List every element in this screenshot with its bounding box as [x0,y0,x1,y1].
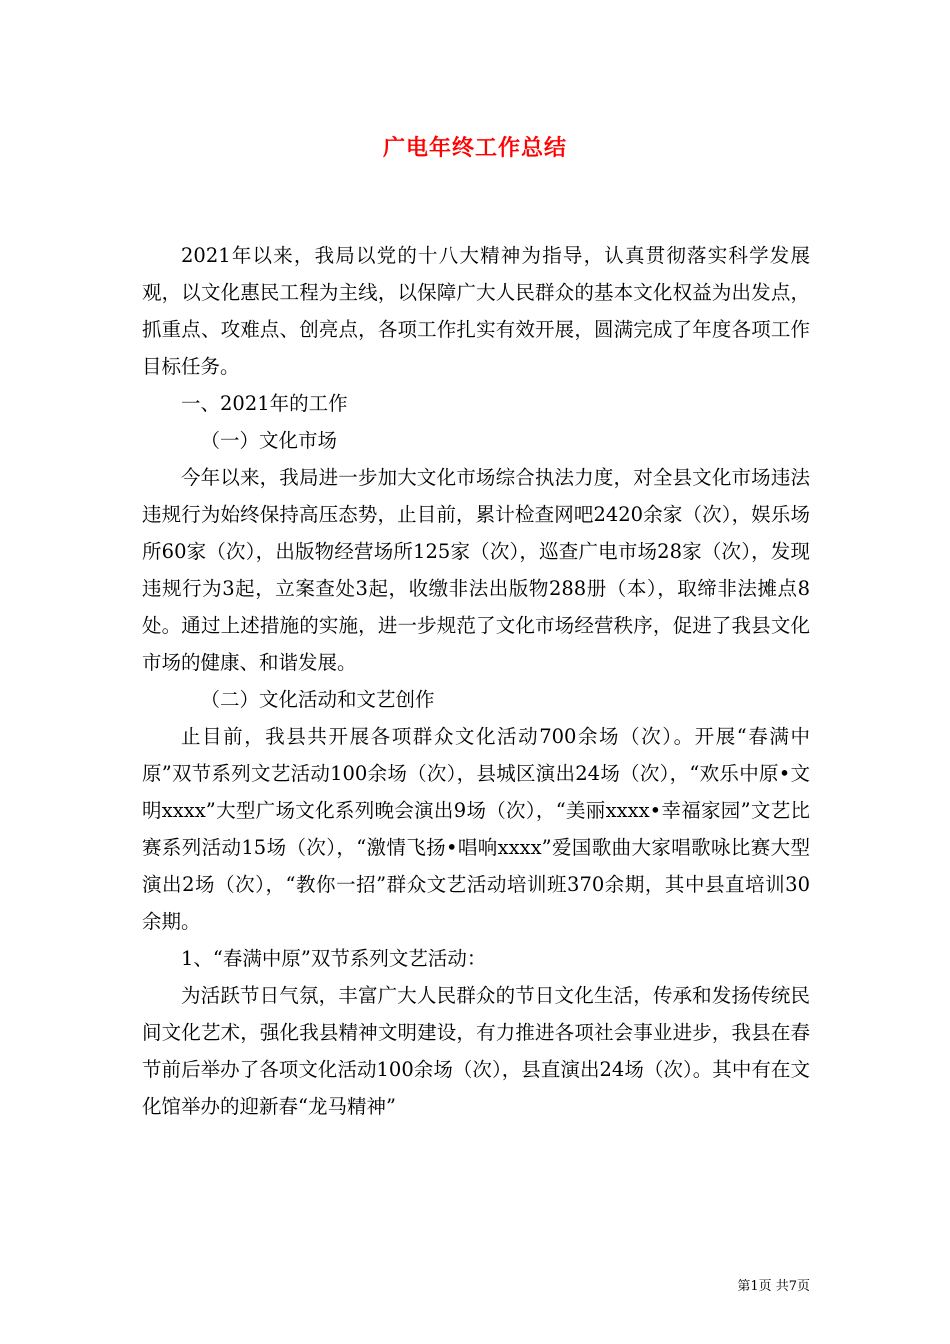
paragraph-culture-market: 今年以来，我局进一步加大文化市场综合执法力度，对全县文化市场违法违规行为始终保持高压态势，止目前，累计检查网吧2420余家（次），娱乐场所60家（次），出版物经营场所125家（次），巡查广电市场28家（次），发现违规行为3起，立案查处3起，收缴非法出版物288册（本），取缔非法摊点8处。通过上述措施的实施，进一步规范了文化市场经营秩序，促进了我县文化市场的健康、和谐发展。 [142,466,810,674]
item-heading-spring-festival: 1、“春满中原”双节系列文艺活动： [181,947,487,970]
paragraph-intro: 2021年以来，我局以党的十八大精神为指导，认真贯彻落实科学发展观，以文化惠民工程为主线，以保障广大人民群众的基本文化权益为出发点，抓重点、攻难点、创亮点，各项工作扎实有效开展，圆满完成了年度各项工作目标任务。 [142,244,810,378]
paragraph-culture-activities: 止目前，我县共开展各项群众文化活动700余场（次）。开展“春满中原”双节系列文艺活动100余场（次），县城区演出24场（次），“欢乐中原•文明xxxx”大型广场文化系列晚会演出9场（次），“美丽xxxx•幸福家园”文艺比赛系列活动15场（次），“激情飞扬•唱响xxxx”爱国歌曲大家唱歌咏比赛大型演出2场（次），“教你一招”群众文艺活动培训班370余期，其中县直培训30余期。 [142,725,810,933]
page-number: 第1页 共7页 [737,1279,810,1294]
document-title: 广电年终工作总结 [382,135,567,161]
subsection-heading-culture-market: （一）文化市场 [200,429,338,452]
section-heading-1: 一、2021年的工作 [181,392,348,415]
document-body [142,237,810,1125]
paragraph-spring-festival: 为活跃节日气氛，丰富广大人民群众的节日文化生活，传承和发扬传统民间文化艺术，强化我县精神文明建设，有力推进各项社会事业进步，我县在春节前后举办了各项文化活动100余场（次），县直演出24场（次）。其中有在文化馆举办的迎新春“龙马精神” [142,984,810,1118]
subsection-heading-culture-activities: （二）文化活动和文艺创作 [200,688,435,711]
